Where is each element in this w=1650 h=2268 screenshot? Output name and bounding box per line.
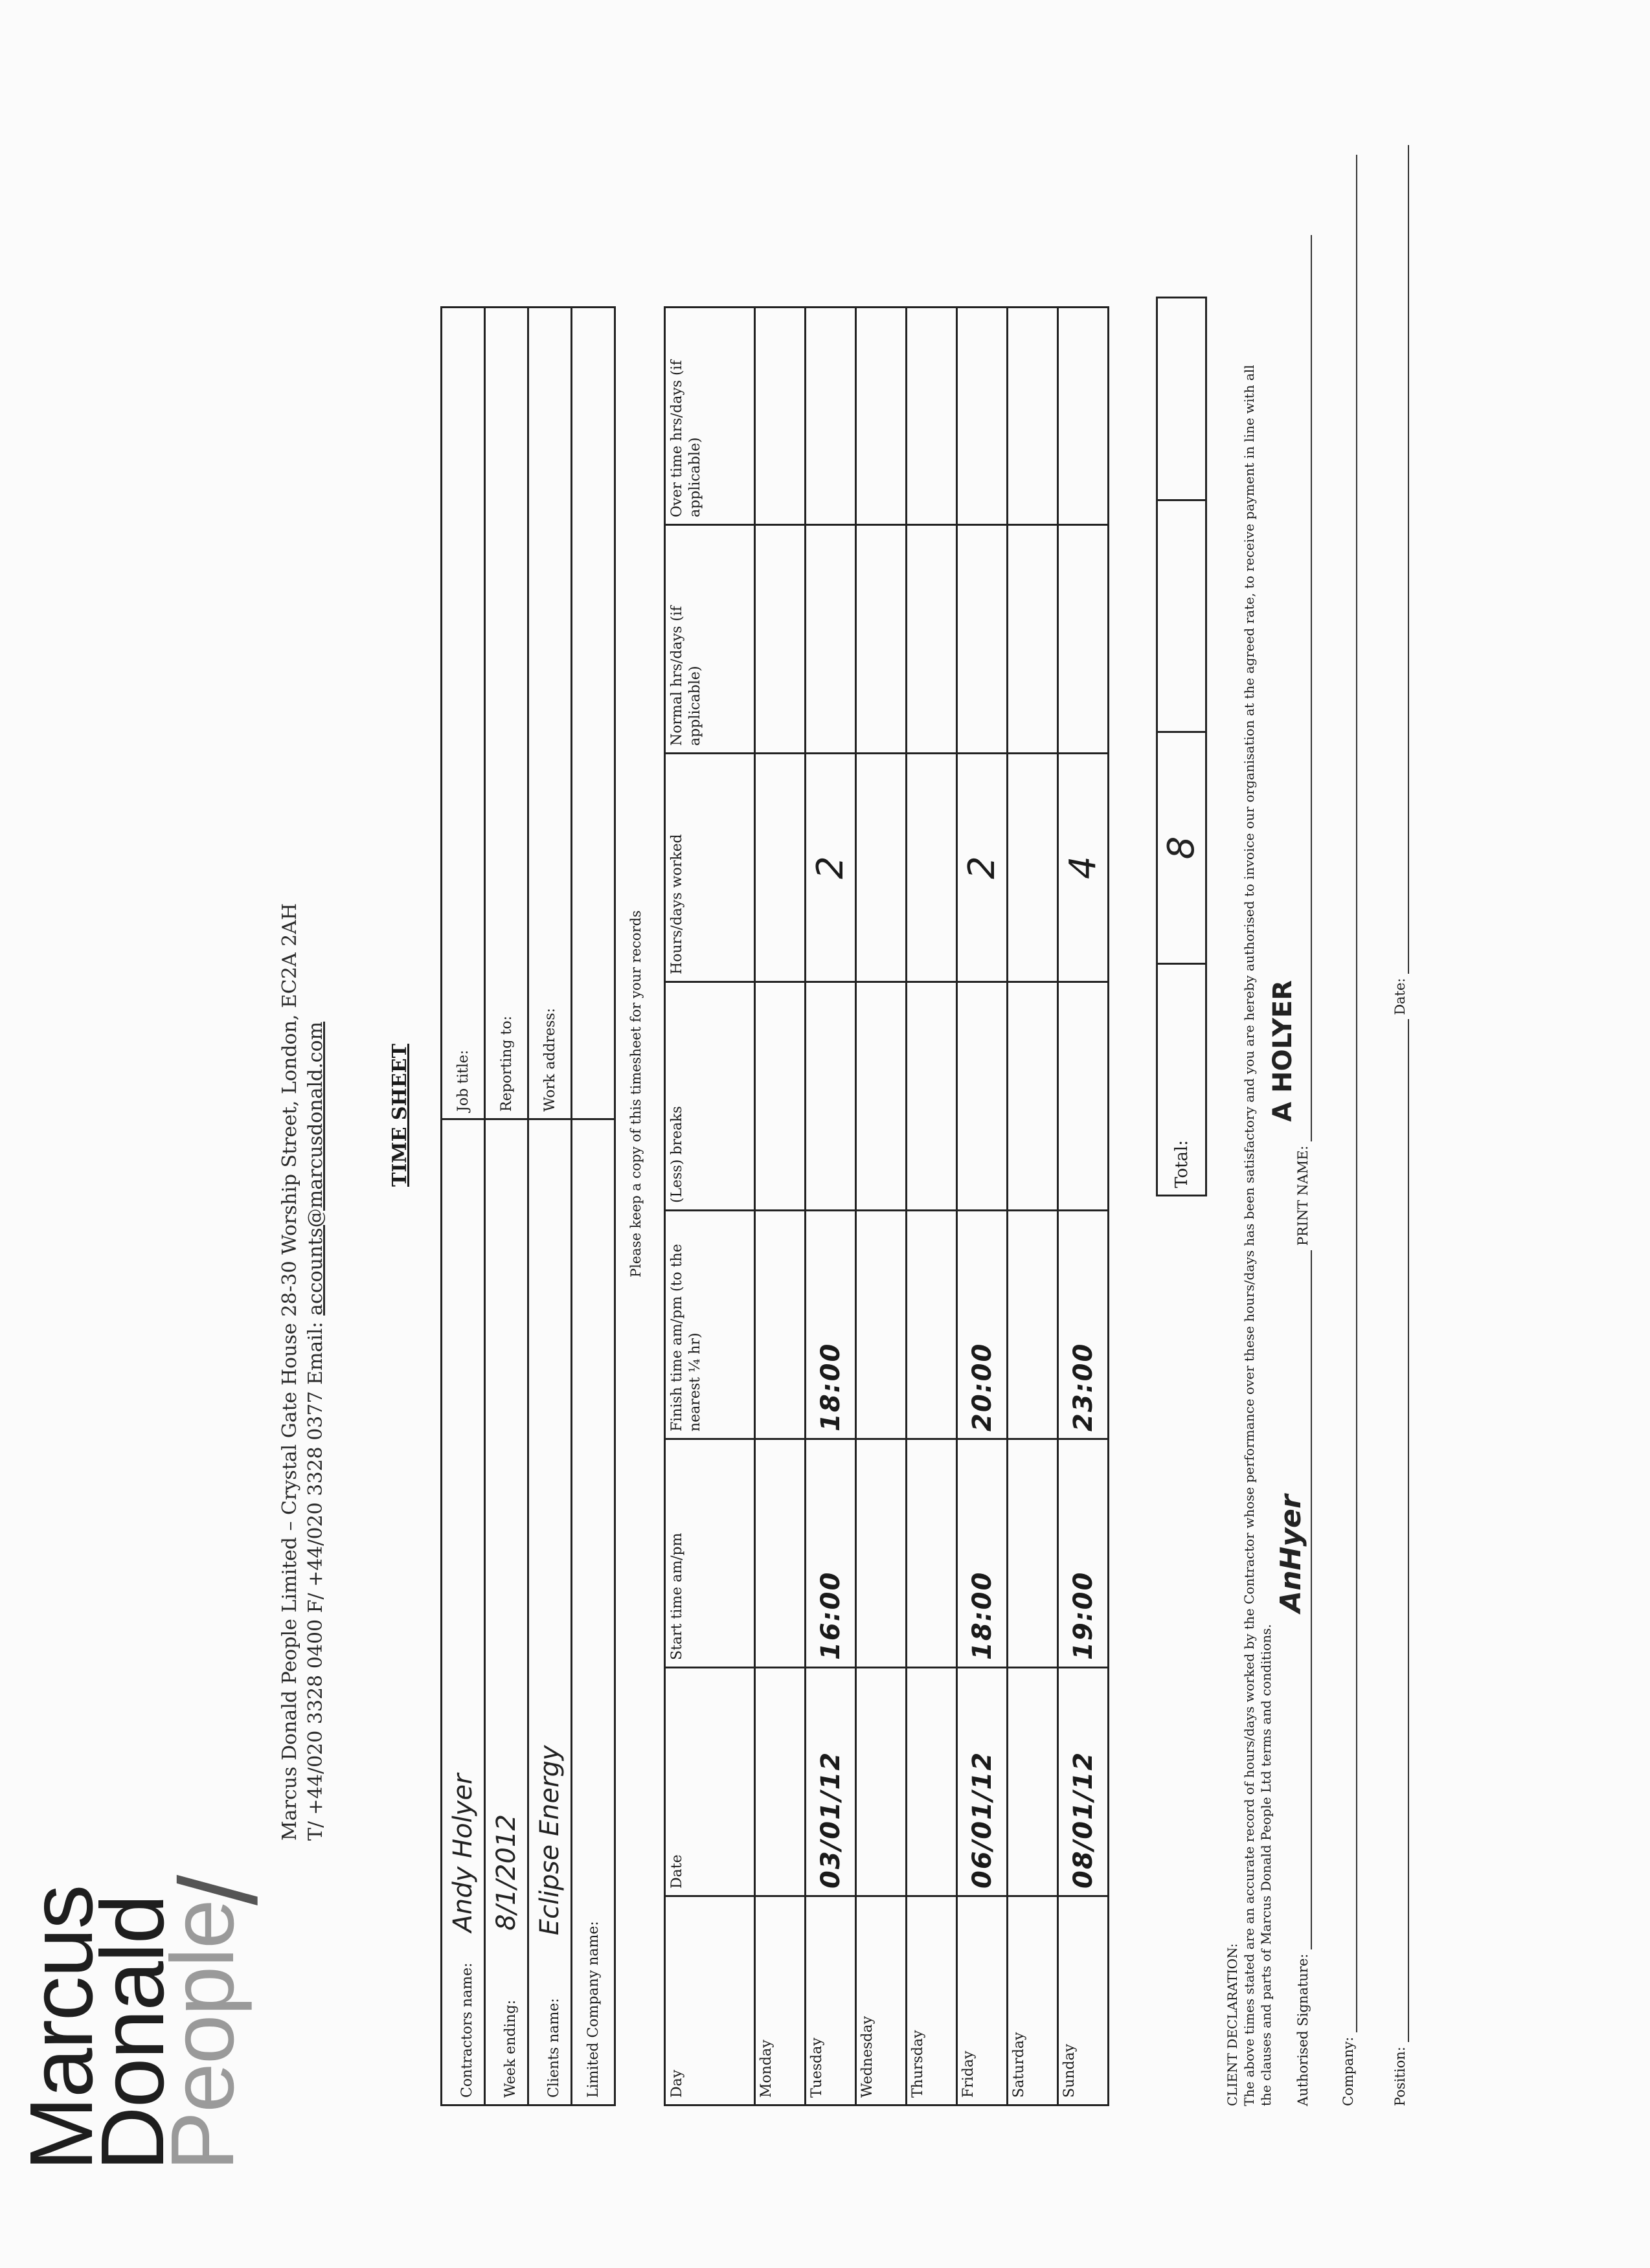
- hours-cell: [907, 754, 957, 982]
- contractor-value: Andy Holyer: [448, 1773, 478, 1933]
- normal-cell: [957, 525, 1008, 754]
- print-name-value: A HOLYER: [1268, 980, 1298, 1122]
- total-overtime-cell: [1157, 298, 1206, 500]
- overtime-cell: [856, 308, 907, 525]
- normal-cell: [1008, 525, 1058, 754]
- logo-slash: /: [157, 1874, 280, 1905]
- hours-cell: 2: [957, 754, 1008, 982]
- day-cell: Thursday: [907, 1896, 957, 2105]
- col-overtime: Over time hrs/days (if applicable): [665, 308, 755, 525]
- total-normal-cell: [1157, 500, 1206, 732]
- table-row: [1008, 308, 1058, 2105]
- work-address-label: Work address:: [541, 1007, 558, 1112]
- overtime-cell: [1058, 308, 1109, 525]
- table-row: [1058, 308, 1109, 2105]
- limited-cell: [572, 1119, 615, 2105]
- breaks-cell: [856, 982, 907, 1211]
- company-row: [1340, 155, 1357, 2106]
- date-cell: [755, 1668, 806, 1896]
- date-label: Date:: [1392, 978, 1408, 1015]
- empty-cell: [572, 308, 615, 1119]
- hours-table: [664, 306, 1109, 2106]
- company-label: Company:: [1340, 2036, 1356, 2106]
- date-cell: [1008, 1668, 1058, 1896]
- total-value: 8: [1157, 732, 1206, 964]
- col-day: Day: [665, 1896, 755, 2105]
- print-name-line[interactable]: [1268, 235, 1312, 1141]
- job-title-cell: [442, 308, 485, 1119]
- start-cell: 18:00: [957, 1439, 1008, 1668]
- client-label: Clients name:: [546, 1998, 562, 2098]
- authorised-label: Authorised Signature:: [1295, 1953, 1311, 2106]
- info-row: [442, 308, 485, 2105]
- contractor-label: Contractors name:: [459, 1962, 475, 2098]
- company-line[interactable]: [1340, 155, 1357, 2032]
- position-label: Position:: [1392, 2047, 1408, 2106]
- start-cell: [907, 1439, 957, 1668]
- signature: AnHyer: [1274, 1494, 1307, 1613]
- total-label: Total:: [1157, 964, 1206, 1196]
- normal-cell: [907, 525, 957, 754]
- week-ending-value: 8/1/2012: [492, 1814, 521, 1931]
- info-table: [440, 306, 616, 2106]
- logo-marcus: Marcus: [12, 1885, 111, 2171]
- overtime-cell: [1008, 308, 1058, 525]
- date-cell: 06/01/12: [957, 1668, 1008, 1896]
- col-breaks: (Less) breaks: [665, 982, 755, 1211]
- finish-cell: [907, 1211, 957, 1439]
- table-row: [957, 308, 1008, 2105]
- day-cell: Sunday: [1058, 1896, 1109, 2105]
- hours-cell: [755, 754, 806, 982]
- day-cell: Friday: [957, 1896, 1008, 2105]
- hours-cell: [1008, 754, 1058, 982]
- day-cell: Saturday: [1008, 1896, 1058, 2105]
- reporting-label: Reporting to:: [498, 1015, 515, 1112]
- day-cell: Wednesday: [856, 1896, 907, 2105]
- total-row: [1157, 298, 1206, 1196]
- position-row: [1392, 145, 1409, 2106]
- normal-cell: [755, 525, 806, 754]
- date-cell: 08/01/12: [1058, 1668, 1109, 1896]
- breaks-cell: [1008, 982, 1058, 1211]
- declaration-text: The above times stated are an accurate record of hours/days worked by the Contractor whose performance over these hours/days has been satisfactory and you are hereby authorised to invoice our organisation at the agreed rate, to receive payment in line with all the clauses and parts of Marcus Donald People Ltd terms and conditions.: [1241, 365, 1274, 2106]
- col-normal: Normal hrs/days (if applicable): [665, 525, 755, 754]
- client-declaration: [1224, 358, 1274, 2106]
- page-title: TIME SHEET: [389, 1044, 411, 1187]
- day-cell: Tuesday: [806, 1896, 856, 2105]
- date-cell: [856, 1668, 907, 1896]
- overtime-cell: [755, 308, 806, 525]
- date-cell: 03/01/12: [806, 1668, 856, 1896]
- email-link[interactable]: accounts@marcusdonald.com: [304, 1021, 327, 1316]
- records-note: Please keep a copy of this timesheet for your records: [628, 910, 644, 1277]
- contact-numbers: T/ +44/020 3328 0400 F/ +44/020 3328 0377 Email:: [304, 1315, 327, 1841]
- normal-cell: [806, 525, 856, 754]
- start-cell: 16:00: [806, 1439, 856, 1668]
- start-cell: [856, 1439, 907, 1668]
- normal-cell: [856, 525, 907, 754]
- company-contact: [304, 1022, 327, 1841]
- day-cell: Monday: [755, 1896, 806, 2105]
- client-value: Eclipse Energy: [535, 1745, 565, 1936]
- table-row: [907, 308, 957, 2105]
- limited-label: Limited Company name:: [585, 1921, 602, 2098]
- overtime-cell: [957, 308, 1008, 525]
- date-cell: [907, 1668, 957, 1896]
- finish-cell: [755, 1211, 806, 1439]
- table-row: [755, 308, 806, 2105]
- date-line[interactable]: [1392, 145, 1409, 974]
- hours-cell: [856, 754, 907, 982]
- finish-cell: 20:00: [957, 1211, 1008, 1439]
- work-address-cell: [528, 308, 572, 1119]
- breaks-cell: [806, 982, 856, 1211]
- declaration-heading: CLIENT DECLARATION:: [1225, 1943, 1240, 2106]
- authorised-row: [1268, 99, 1312, 2106]
- authorised-line[interactable]: [1274, 1250, 1312, 1949]
- col-hours: Hours/days worked: [665, 754, 755, 982]
- logo-people: People: [153, 1900, 253, 2171]
- table-row: [806, 308, 856, 2105]
- breaks-cell: [907, 982, 957, 1211]
- normal-cell: [1058, 525, 1109, 754]
- week-ending-cell: [485, 1119, 528, 2105]
- col-date: Date: [665, 1668, 755, 1896]
- finish-cell: 23:00: [1058, 1211, 1109, 1439]
- table-row: [856, 308, 907, 2105]
- print-name-label: PRINT NAME:: [1295, 1145, 1311, 1246]
- start-cell: [1008, 1439, 1058, 1668]
- client-cell: [528, 1119, 572, 2105]
- breaks-cell: [755, 982, 806, 1211]
- company-address: Marcus Donald People Limited – Crystal Gate House 28-30 Worship Street, London, EC2A 2AH: [278, 903, 301, 1841]
- start-cell: 19:00: [1058, 1439, 1109, 1668]
- table-header-row: [665, 308, 755, 2105]
- start-cell: [755, 1439, 806, 1668]
- col-start: Start time am/pm: [665, 1439, 755, 1668]
- reporting-cell: [485, 308, 528, 1119]
- total-box: [1156, 297, 1207, 1196]
- contractor-cell: [442, 1119, 485, 2105]
- position-line[interactable]: [1392, 1019, 1409, 2042]
- col-finish: Finish time am/pm (to the nearest ¼ hr): [665, 1211, 755, 1439]
- hours-cell: 4: [1058, 754, 1109, 982]
- logo-donald: Donald: [83, 1895, 183, 2171]
- info-row: [572, 308, 615, 2105]
- job-title-label: Job title:: [455, 1050, 471, 1112]
- breaks-cell: [1058, 982, 1109, 1211]
- finish-cell: 18:00: [806, 1211, 856, 1439]
- hours-cell: 2: [806, 754, 856, 982]
- week-ending-label: Week ending:: [503, 1999, 519, 2098]
- finish-cell: [856, 1211, 907, 1439]
- info-row: [485, 308, 528, 2105]
- overtime-cell: [806, 308, 856, 525]
- info-row: [528, 308, 572, 2105]
- finish-cell: [1008, 1211, 1058, 1439]
- overtime-cell: [907, 308, 957, 525]
- breaks-cell: [957, 982, 1008, 1211]
